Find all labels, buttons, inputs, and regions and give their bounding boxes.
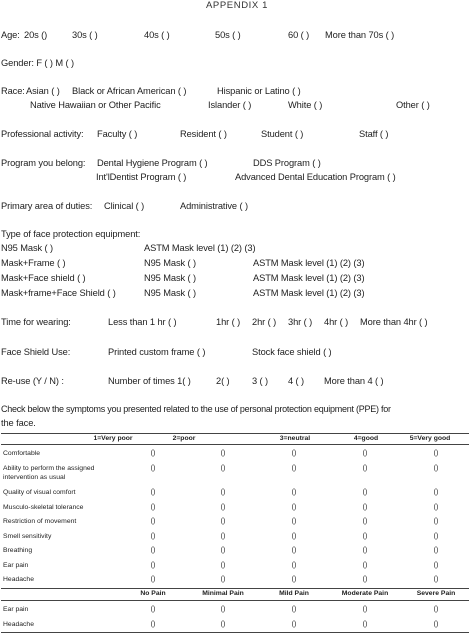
rating-choice[interactable]: () (291, 562, 297, 569)
age-option-70s[interactable]: More than 70s ( ) (325, 30, 395, 40)
rating-choice[interactable]: () (362, 547, 368, 554)
rating-choice[interactable]: () (220, 504, 226, 511)
time-option-1hr[interactable]: 1hr ( ) (216, 317, 241, 327)
face-protection-row-3-type[interactable]: Mask+Face shield ( ) (1, 273, 86, 283)
rating-choice[interactable]: () (433, 533, 439, 540)
rating-row-label: Headache (3, 576, 34, 583)
rating-row-label: Quality of visual comfort (3, 489, 76, 496)
rating-row-label: Musculo-skeletal tolerance (3, 504, 84, 511)
rating-col-header-3: 3=neutral (279, 435, 311, 442)
rating-choice[interactable]: () (291, 576, 297, 583)
face-protection-row-3-astm[interactable]: ASTM Mask level (1) (2) (3) (253, 273, 365, 283)
pain-choice[interactable]: () (362, 606, 368, 613)
rating-choice[interactable]: () (362, 576, 368, 583)
face-shield-option-stock[interactable]: Stock face shield ( ) (252, 347, 332, 357)
time-option-2hr[interactable]: 2hr ( ) (252, 317, 277, 327)
rating-choice[interactable]: () (150, 576, 156, 583)
rating-row-label: Ear pain (3, 562, 29, 569)
gender-field[interactable]: Gender: F ( ) M ( ) (1, 58, 74, 68)
race-option-other[interactable]: Other ( ) (396, 100, 430, 110)
rating-col-header-2: 2=poor (172, 435, 196, 442)
pain-choice[interactable]: () (220, 621, 226, 628)
program-label: Program you belong: (1, 158, 86, 168)
rating-choice[interactable]: () (433, 465, 439, 472)
rating-choice[interactable]: () (220, 562, 226, 569)
rating-choice[interactable]: () (150, 518, 156, 525)
face-protection-row-1-option[interactable]: ASTM Mask level (1) (2) (3) (144, 243, 256, 253)
rating-choice[interactable]: () (291, 504, 297, 511)
professional-label: Professional activity: (1, 129, 84, 139)
rating-choice[interactable]: () (433, 450, 439, 457)
time-wearing-label: Time for wearing: (1, 317, 71, 327)
face-shield-use-label: Face Shield Use: (1, 347, 71, 357)
rating-choice[interactable]: () (362, 562, 368, 569)
pain-choice[interactable]: () (291, 606, 297, 613)
rating-choice[interactable]: () (150, 504, 156, 511)
race-option-hispanic[interactable]: Hispanic or Latino ( ) (217, 86, 301, 96)
rating-choice[interactable]: () (150, 465, 156, 472)
race-option-white[interactable]: White ( ) (288, 100, 323, 110)
pain-table-bottom-rule (1, 632, 469, 633)
rating-choice[interactable]: () (362, 518, 368, 525)
age-option-40s[interactable]: 40s ( ) (144, 30, 170, 40)
rating-choice[interactable]: () (150, 489, 156, 496)
rating-choice[interactable]: () (362, 450, 368, 457)
rating-choice[interactable]: () (362, 504, 368, 511)
rating-choice[interactable]: () (433, 562, 439, 569)
rating-row-label: Breathing (3, 547, 33, 554)
rating-choice[interactable]: () (291, 489, 297, 496)
professional-option-resident[interactable]: Resident ( ) (180, 129, 227, 139)
rating-choice[interactable]: () (291, 465, 297, 472)
face-protection-row-4-astm[interactable]: ASTM Mask level (1) (2) (3) (253, 288, 365, 298)
rating-choice[interactable]: () (433, 576, 439, 583)
pain-choice[interactable]: () (150, 606, 156, 613)
rating-choice[interactable]: () (433, 489, 439, 496)
pain-col-header-5: Severe Pain (416, 590, 456, 597)
pain-col-header-1: No Pain (140, 590, 166, 597)
race-option-asian[interactable]: Asian ( ) (26, 86, 60, 96)
face-protection-row-4-type[interactable]: Mask+frame+Face Shield ( ) (1, 288, 116, 298)
pain-choice[interactable]: () (433, 606, 439, 613)
time-option-4hr[interactable]: 4hr ( ) (324, 317, 349, 327)
time-option-3hr[interactable]: 3hr ( ) (288, 317, 313, 327)
pain-choice[interactable]: () (150, 621, 156, 628)
rating-choice[interactable]: () (291, 533, 297, 540)
duties-option-clinical[interactable]: Clinical ( ) (104, 201, 145, 211)
face-protection-row-2-astm[interactable]: ASTM Mask level (1) (2) (3) (253, 258, 365, 268)
rating-choice[interactable]: () (220, 465, 226, 472)
rating-choice[interactable]: () (291, 518, 297, 525)
pain-choice[interactable]: () (291, 621, 297, 628)
symptoms-instructions: Check below the symptoms you presented related to the use of personal protection equipment (PPE) for (1, 404, 391, 414)
face-protection-row-3-n95[interactable]: N95 Mask ( ) (144, 273, 197, 283)
pain-col-header-3: Mild Pain (279, 590, 309, 597)
face-protection-row-2-type[interactable]: Mask+Frame ( ) (1, 258, 66, 268)
rating-choice[interactable]: () (362, 533, 368, 540)
rating-choice[interactable]: () (220, 489, 226, 496)
rating-row-label: Ability to perform the assigned (3, 465, 95, 472)
rating-choice[interactable]: () (291, 547, 297, 554)
face-protection-row-2-n95[interactable]: N95 Mask ( ) (144, 258, 197, 268)
rating-choice[interactable]: () (150, 450, 156, 457)
pain-table-header-rule (1, 600, 469, 601)
program-option-dental-hygiene[interactable]: Dental Hygiene Program ( ) (97, 158, 208, 168)
time-option-less-1hr[interactable]: Less than 1 hr ( ) (108, 317, 177, 327)
pain-row-label: Headache (3, 621, 34, 628)
duties-option-administrative[interactable]: Administrative ( ) (180, 201, 248, 211)
reuse-option-1[interactable]: Number of times 1( ) (108, 376, 191, 386)
program-option-advanced[interactable]: Advanced Dental Education Program ( ) (235, 172, 396, 182)
reuse-option-3[interactable]: 3 ( ) (252, 376, 269, 386)
rating-row-label: Restriction of movement (3, 518, 77, 525)
pain-col-header-4: Moderate Pain (341, 590, 389, 597)
age-label: Age: (1, 30, 20, 40)
face-protection-label: Type of face protection equipment: (1, 229, 141, 239)
rating-row-label: Smell sensitivity (3, 533, 52, 540)
rating-choice[interactable]: () (150, 547, 156, 554)
program-option-intl-dentist[interactable]: Int'lDentist Program ( ) (96, 172, 187, 182)
rating-choice[interactable]: () (220, 518, 226, 525)
rating-table-header-rule (1, 444, 469, 445)
reuse-option-2[interactable]: 2( ) (216, 376, 230, 386)
rating-choice[interactable]: () (150, 533, 156, 540)
rating-choice[interactable]: () (433, 504, 439, 511)
appendix-title: APPENDIX 1 (206, 0, 268, 11)
rating-col-header-5: 5=Very good (409, 435, 451, 442)
age-option-50s[interactable]: 50s ( ) (215, 30, 241, 40)
race-option-black[interactable]: Black or African American ( ) (72, 86, 187, 96)
rating-choice[interactable]: () (291, 450, 297, 457)
rating-choice[interactable]: () (220, 547, 226, 554)
rating-choice[interactable]: () (433, 547, 439, 554)
symptoms-instructions-continued: the face. (1, 418, 36, 428)
duties-label: Primary area of duties: (1, 201, 93, 211)
rating-choice[interactable]: () (150, 562, 156, 569)
rating-choice[interactable]: () (220, 576, 226, 583)
professional-option-staff[interactable]: Staff ( ) (359, 129, 389, 139)
rating-choice[interactable]: () (362, 489, 368, 496)
face-protection-row-1-type[interactable]: N95 Mask ( ) (1, 243, 54, 253)
time-option-more-4hr[interactable]: More than 4hr ( ) (360, 317, 428, 327)
professional-option-student[interactable]: Student ( ) (261, 129, 304, 139)
reuse-option-more-4[interactable]: More than 4 ( ) (324, 376, 384, 386)
rating-col-header-1: 1=Very poor (93, 435, 133, 442)
race-option-islander[interactable]: Islander ( ) (208, 100, 252, 110)
rating-choice[interactable]: () (362, 465, 368, 472)
reuse-label: Re-use (Y / N) : (1, 376, 64, 386)
rating-choice[interactable]: () (433, 518, 439, 525)
age-option-30s[interactable]: 30s ( ) (72, 30, 98, 40)
age-option-20s[interactable]: 20s () (24, 30, 48, 40)
rating-row-label: Comfortable (3, 450, 41, 457)
rating-choice[interactable]: () (220, 450, 226, 457)
race-label: Race: (1, 86, 25, 96)
face-protection-row-4-n95[interactable]: N95 Mask ( ) (144, 288, 197, 298)
age-option-60[interactable]: 60 ( ) (288, 30, 310, 40)
race-option-native-hawaiian[interactable]: Native Hawaiian or Other Pacific (30, 100, 161, 110)
rating-row-label-continued: intervention as usual (3, 474, 66, 481)
pain-choice[interactable]: () (433, 621, 439, 628)
rating-choice[interactable]: () (220, 533, 226, 540)
program-option-dds[interactable]: DDS Program ( ) (253, 158, 321, 168)
pain-col-header-2: Minimal Pain (202, 590, 244, 597)
pain-choice[interactable]: () (362, 621, 368, 628)
face-shield-option-printed[interactable]: Printed custom frame ( ) (108, 347, 206, 357)
professional-option-faculty[interactable]: Faculty ( ) (97, 129, 138, 139)
pain-row-label: Ear pain (3, 606, 29, 613)
pain-choice[interactable]: () (220, 606, 226, 613)
rating-col-header-4: 4=good (353, 435, 379, 442)
reuse-option-4[interactable]: 4 ( ) (288, 376, 305, 386)
